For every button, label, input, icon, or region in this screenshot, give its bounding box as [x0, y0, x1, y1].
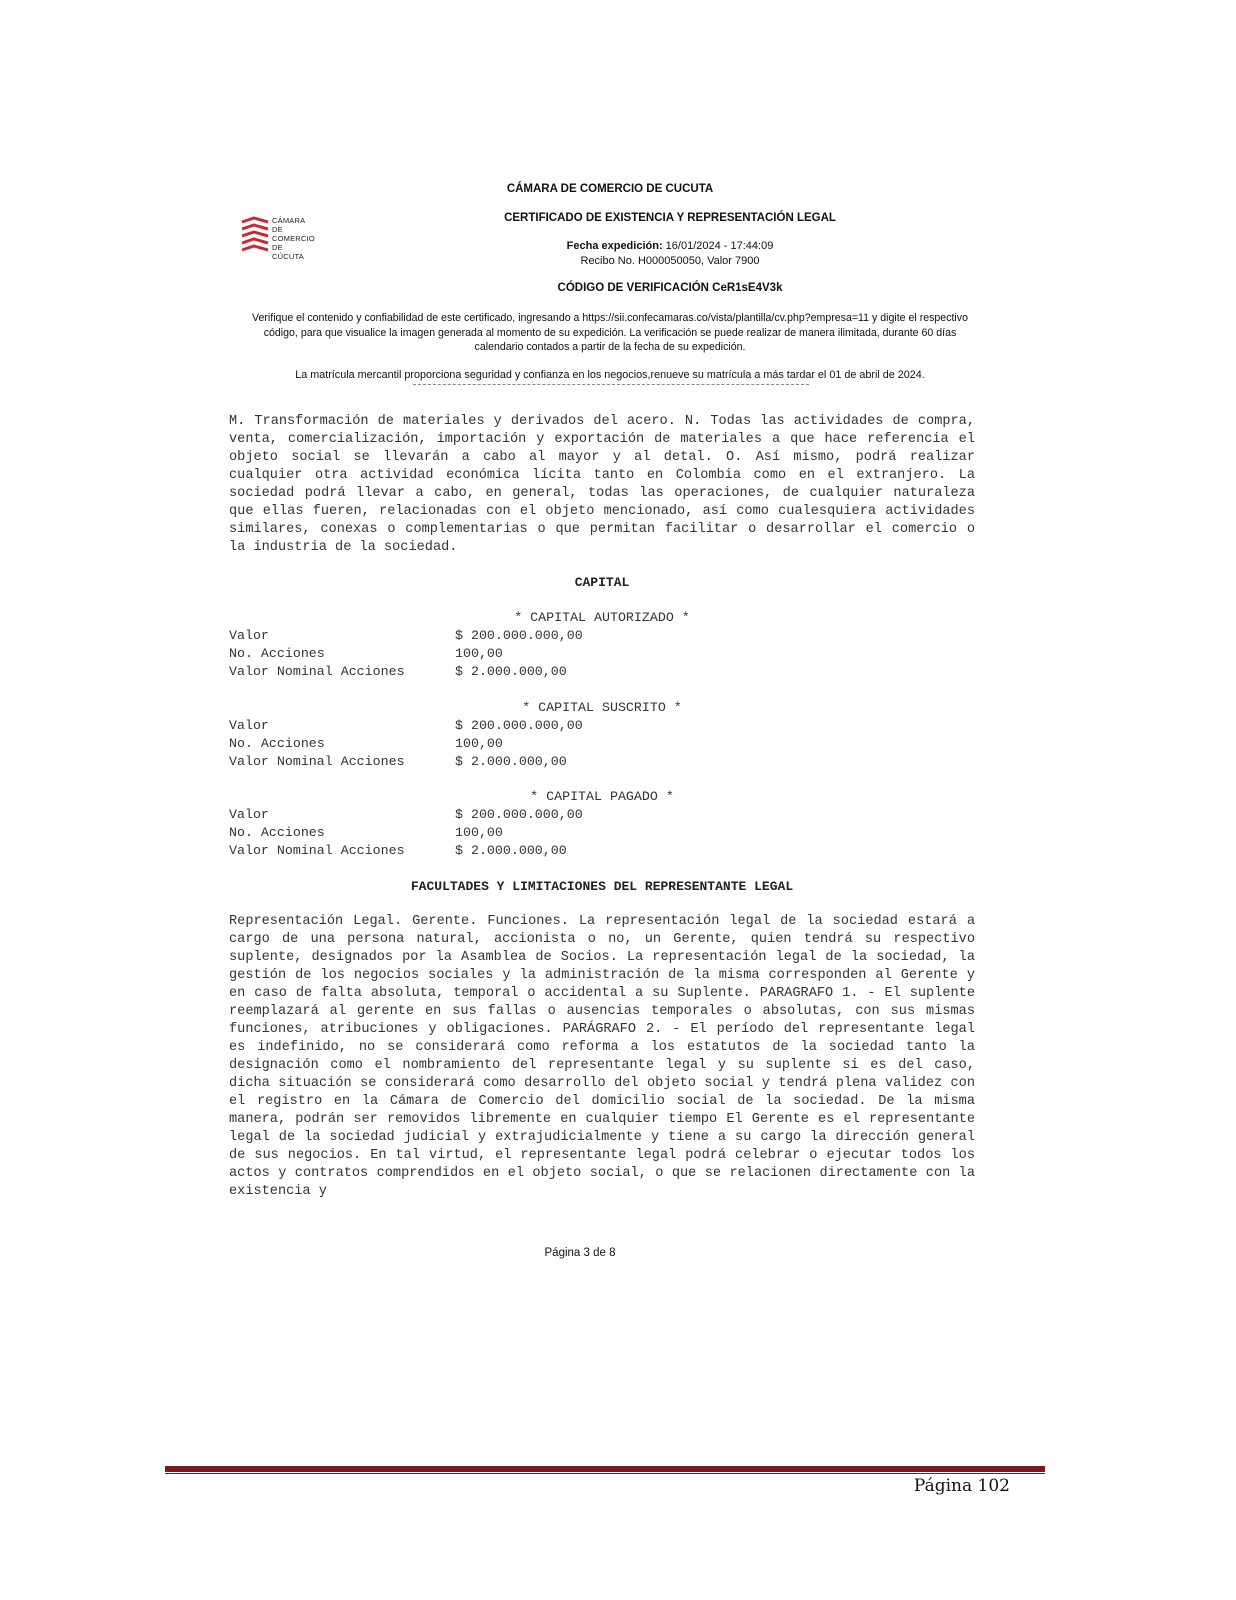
capital-autorizado-title: * CAPITAL AUTORIZADO *: [514, 610, 690, 625]
representation-paragraph: Representación Legal. Gerente. Funciones. La representación legal de la sociedad estará a cargo de una persona natural, accionista o no, un Gerente, quien tendrá su respectivo suplente, designados por la Asamblea de Socios. La representación legal de la sociedad, la gestión de los negocios sociales y la administración de la misma corresponden al Gerente y en caso de falta absoluta, temporal o accidental a su Suplente. PARAGRAFO 1. - El suplente reemplazará al gerente en sus fallas o ausencias temporales o absolutas, con sus mismas funciones, atribuciones y obligaciones. PARÁGRAFO 2. - El período del representante legal es indefinido, no se considerará como reforma a los estatutos de la sociedad tanto la designación como el nombramiento del representante legal y su suplente si es del caso, dicha situación se considerará como desarrollo del objeto social y tendrá plena validez con el registro en la Cámara de Comercio del domicilio social de la sociedad. De la misma manera, podrán ser removidos libremente en cualquier tiempo El Gerente es el representante legal de la sociedad judicial y extrajudicialmente y tiene a su cargo la dirección general de sus negocios. En tal virtud, el representante legal podrá celebrar o ejecutar todos los actos y contratos comprendidos en el objeto social, o que se relacionen directamente con la existencia y: [229, 914, 975, 1199]
verification-instructions: Verifique el contenido y confiabilidad de este certificado, ingresando a https://sii.confecamaras.co/vista/plantilla/cv.php?empresa=11 y digite el respectivo código, para que visualice la imagen generada al momento de su expedición. La verificación se puede realizar de manera ilimitada, durante 60 días calendario contados a partir de la fecha de su expedición.: [252, 312, 968, 353]
row-value: $ 200.000.000,00: [455, 807, 583, 822]
issue-date-value: 16/01/2024 - 17:44:09: [662, 240, 774, 252]
verification-code: CÓDIGO DE VERIFICACIÓN CeR1sE4V3k: [557, 282, 783, 294]
row-label: Valor Nominal Acciones: [229, 843, 405, 858]
row-label: No. Acciones: [229, 736, 325, 751]
capital-row: [229, 736, 829, 754]
organization-name: CÁMARA DE COMERCIO DE CUCUTA: [506, 183, 714, 195]
capital-pagado-title: * CAPITAL PAGADO *: [530, 789, 674, 804]
capital-row: [229, 628, 829, 646]
logo-line-3: DE CÚCUTA: [272, 243, 304, 261]
issue-date-label: Fecha expedición:: [566, 240, 663, 252]
row-value: $ 200.000.000,00: [455, 628, 583, 643]
logo-line-2: COMERCIO: [272, 234, 315, 243]
facultades-heading: FACULTADES Y LIMITACIONES DEL REPRESENTANTE LEGAL: [410, 879, 794, 894]
row-label: Valor Nominal Acciones: [229, 664, 405, 679]
capital-row: [229, 843, 829, 861]
capital-row: [229, 754, 829, 772]
row-label: No. Acciones: [229, 825, 325, 840]
issue-date: [300, 240, 1040, 252]
capital-row: [229, 807, 829, 825]
capital-suscrito-title: * CAPITAL SUSCRITO *: [522, 700, 682, 715]
row-value: $ 2.000.000,00: [455, 754, 567, 769]
row-value: $ 2.000.000,00: [455, 664, 567, 679]
certificate-title: CERTIFICADO DE EXISTENCIA Y REPRESENTACIÓN LEGAL: [504, 212, 836, 224]
capital-heading: CAPITAL: [574, 575, 630, 590]
row-label: Valor Nominal Acciones: [229, 754, 405, 769]
row-value: $ 200.000.000,00: [455, 718, 583, 733]
receipt-number: Recibo No. H000050050, Valor 7900: [580, 255, 760, 267]
logo-stripes-icon: [240, 216, 274, 256]
row-label: No. Acciones: [229, 646, 325, 661]
row-label: Valor: [229, 628, 269, 643]
capital-row: [229, 825, 829, 843]
dashed-divider: [413, 384, 809, 385]
object-paragraph: M. Transformación de materiales y derivados del acero. N. Todas las actividades de compra, venta, comercialización, importación y exportación de materiales a que hace referencia el objeto social se llevarán a cabo al mayor y al detal. O. Así mismo, podrá realizar cualquier otra actividad económica lícita tanto en Colombia como en el extranjero. La sociedad podrá llevar a cabo, en general, todas las operaciones, de cualquier naturaleza que ellas fueren, relacionadas con el objeto mencionado, así como cualesquiera actividades similares, conexas o complementarias o que permitan facilitar o desarrollar el comercio o la industria de la sociedad.: [229, 414, 975, 555]
row-value: 100,00: [455, 825, 503, 840]
inner-page-indicator: Página 3 de 8: [544, 1247, 616, 1259]
page-number: Página 102: [913, 1476, 1010, 1496]
capital-row: [229, 646, 829, 664]
logo-line-1: CÁMARA DE: [272, 216, 305, 234]
row-value: 100,00: [455, 646, 503, 661]
capital-row: [229, 718, 829, 736]
row-label: Valor: [229, 807, 269, 822]
row-value: $ 2.000.000,00: [455, 843, 567, 858]
footer-rule: [165, 1466, 1045, 1472]
capital-row: [229, 664, 829, 682]
row-label: Valor: [229, 718, 269, 733]
footer-rule-thin: [165, 1473, 1045, 1474]
row-value: 100,00: [455, 736, 503, 751]
renewal-notice: La matrícula mercantil proporciona seguridad y confianza en los negocios,renueve su matrícula a más tardar el 01 de abril de 2024.: [295, 369, 925, 381]
